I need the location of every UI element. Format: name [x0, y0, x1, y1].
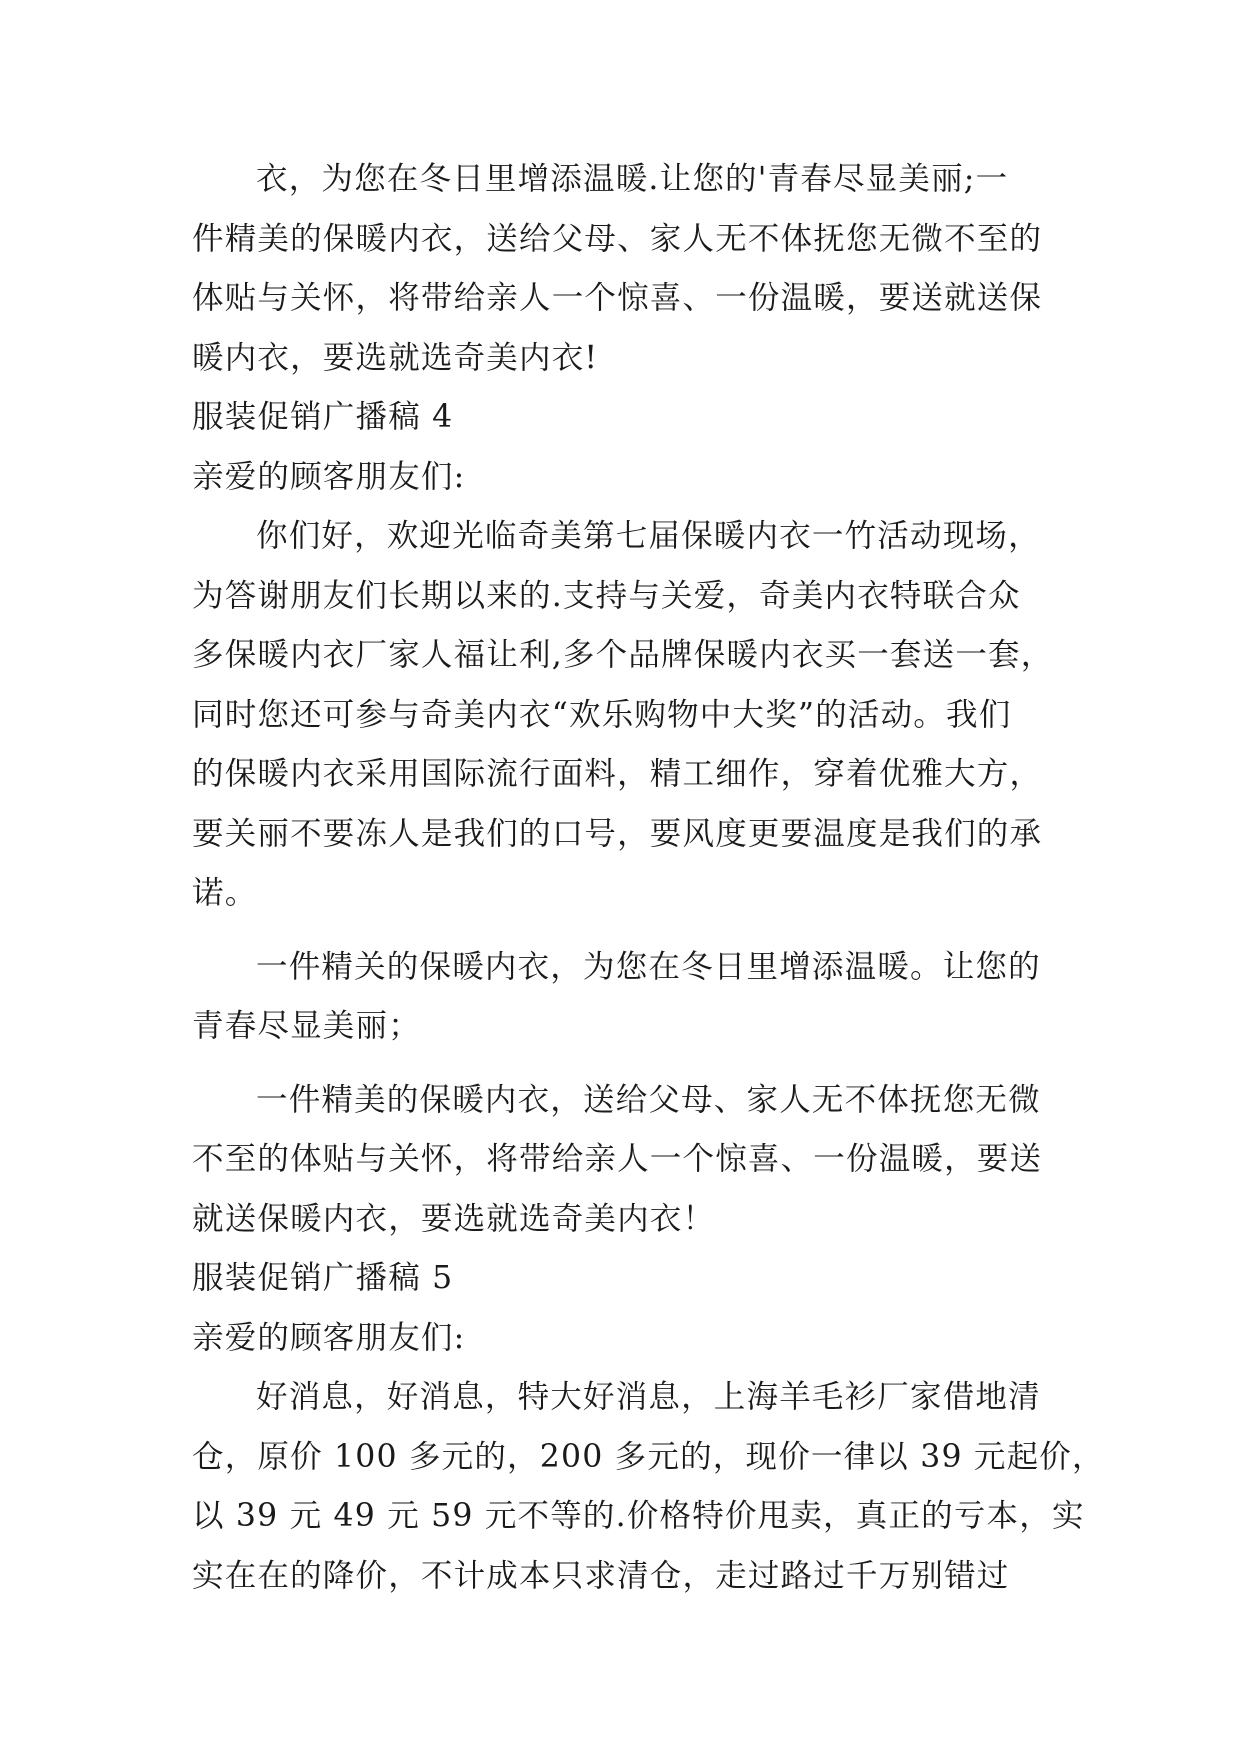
paragraph-line: 同时您还可参与奇美内衣“欢乐购物中大奖”的活动。我们 [192, 696, 1012, 733]
paragraph-line: 实在在的降价，不计成本只求清仓，走过路过千万别错过 [192, 1557, 1010, 1594]
paragraph-line: 仓，原价 100 多元的，200 多元的，现价一律以 39 元起价， [192, 1438, 1105, 1475]
paragraph-line: 要关丽不要冻人是我们的口号，要风度更要温度是我们的承 [192, 815, 1043, 852]
paragraph-line: 衣，为您在冬日里增添温暖.让您的'青春尽显美丽;一 [256, 161, 1009, 197]
paragraph-line: 一件精美的保暖内衣，送给父母、家人无不体抚您无微 [256, 1081, 1041, 1118]
salutation: 亲爱的顾客朋友们: [192, 458, 466, 495]
section-heading: 服装促销广播稿 5 [192, 1260, 454, 1296]
paragraph-line: 件精美的保暖内衣，送给父母、家人无不体抚您无微不至的 [192, 220, 1043, 257]
document-body [192, 150, 1105, 1606]
paragraph-line: 暖内衣，要选就选奇美内衣! [192, 339, 599, 376]
paragraph-line: 体贴与关怀，将带给亲人一个惊喜、一份温暖，要送就送保 [192, 280, 1043, 316]
paragraph-line: 多保暖内衣厂家人福让利,多个品牌保暖内衣买一套送一套， [192, 637, 1054, 673]
paragraph-line: 青春尽显美丽； [192, 1008, 421, 1044]
paragraph-line: 以 39 元 49 元 59 元不等的.价格特价甩卖，真正的亏本，实 [192, 1498, 1085, 1534]
salutation: 亲爱的顾客朋友们: [192, 1319, 466, 1356]
paragraph-line: 不至的体贴与关怀，将带给亲人一个惊喜、一份温暖，要送 [192, 1141, 1043, 1177]
paragraph-line: 的保暖内衣采用国际流行面料，精工细作，穿着优雅大方， [192, 756, 1043, 792]
section-heading: 服装促销广播稿 4 [192, 399, 454, 435]
paragraph-line: 为答谢朋友们长期以来的.支持与关爱，奇美内衣特联合众 [192, 577, 1021, 614]
paragraph-line: 好消息，好消息，特大好消息，上海羊毛衫厂家借地清 [256, 1379, 1041, 1415]
paragraph-line: 就送保暖内衣，要选就选奇美内衣！ [192, 1200, 716, 1237]
paragraph-line: 一件精关的保暖内衣，为您在冬日里增添温暖。让您的 [256, 948, 1041, 985]
paragraph-line: 诺。 [192, 875, 258, 911]
paragraph-line: 你们好，欢迎光临奇美第七届保暖内衣一竹活动现场， [256, 518, 1041, 554]
